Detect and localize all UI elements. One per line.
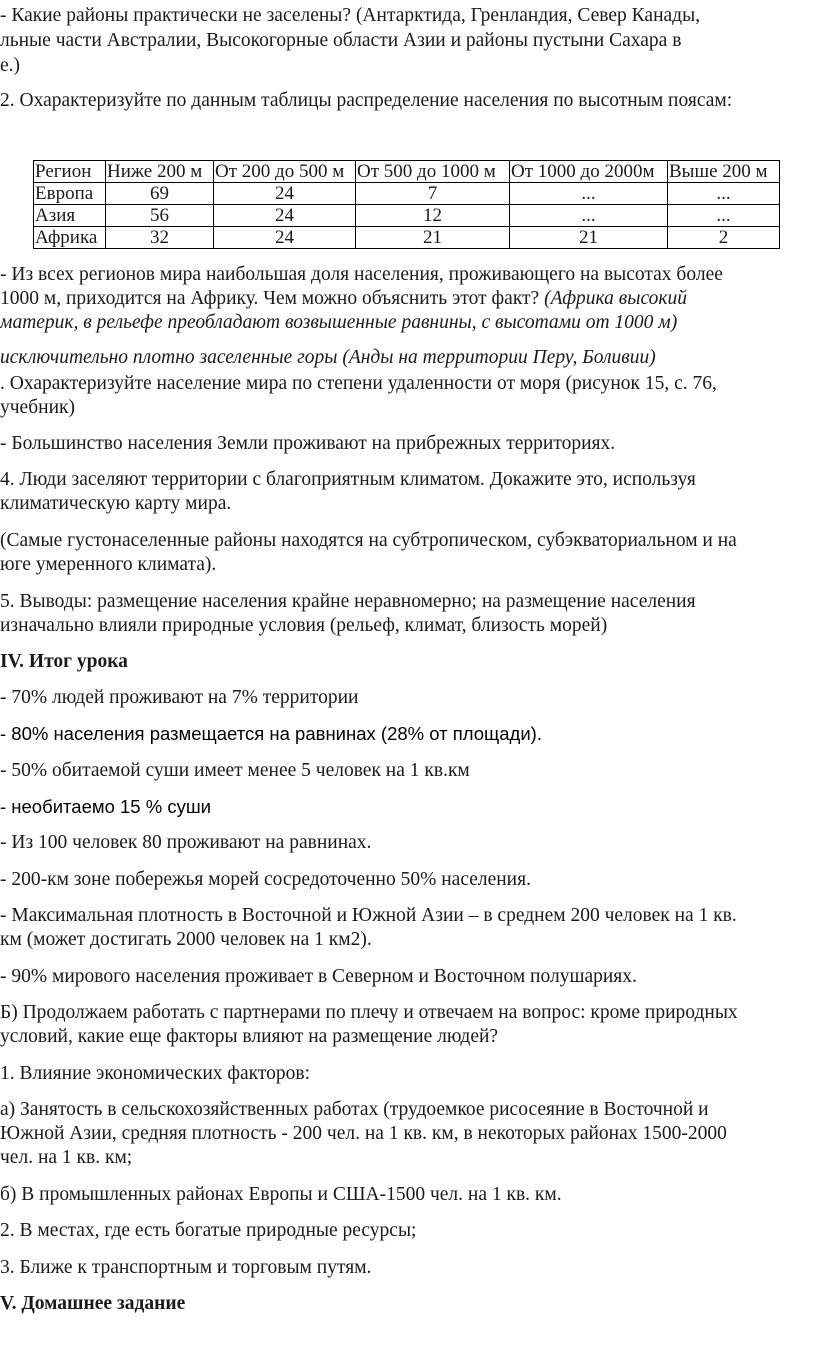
table-row	[34, 227, 780, 249]
table-header: Выше 200 м	[668, 161, 780, 183]
table-cell: ...	[668, 205, 780, 227]
table-header: Регион	[34, 161, 106, 183]
table-header: От 500 до 1000 м	[356, 161, 510, 183]
table-cell-region: Африка	[34, 227, 106, 249]
altitude-population-table	[33, 160, 780, 249]
list-item: - Максимальная плотность в Восточной и Южной Азии – в среднем 200 человек на 1 кв.	[0, 905, 737, 926]
text-line: 4. Люди заселяют территории с благоприятным климатом. Докажите это, используя	[0, 469, 696, 490]
list-item: - 200-км зоне побережья морей сосредоточенно 50% населения.	[0, 869, 531, 890]
africa-answer: (Африка высокий	[544, 288, 688, 309]
section-heading: IV. Итог урока	[0, 651, 128, 672]
list-item: - 50% обитаемой суши имеет менее 5 человек на 1 кв.км	[0, 760, 470, 781]
table-header-row	[34, 161, 780, 183]
list-item: - 80% населения размещается на равнинах (28% от площади).	[0, 723, 542, 744]
table-cell: 24	[214, 183, 356, 205]
text-line: 5. Выводы: размещение населения крайне неравномерно; на размещение населения	[0, 591, 696, 612]
text-line: (Самые густонаселенные районы находятся на субтропическом, субэкваториальном и на	[0, 530, 737, 551]
table-cell: 24	[214, 227, 356, 249]
table-row	[34, 205, 780, 227]
table-cell: 69	[106, 183, 214, 205]
table-header: От 1000 до 2000м	[510, 161, 668, 183]
text-line: е.)	[0, 55, 21, 76]
question-2: 2. Охарактеризуйте по данным таблицы распределение населения по высотным поясам:	[0, 90, 733, 111]
table-cell: ...	[668, 183, 780, 205]
text-line: исключительно плотно заселенные горы (Анды на территории Перу, Боливии)	[0, 347, 656, 368]
text-line: юге умеренного климата).	[0, 554, 217, 575]
africa-question: 1000 м, приходится на Африку. Чем можно объяснить этот факт?	[0, 288, 540, 309]
table-cell: 21	[510, 227, 668, 249]
section-heading: V. Домашнее задание	[0, 1293, 186, 1314]
text-line: материк, в рельефе преобладают возвышенные равнины, с высотами от 1000 м)	[0, 312, 678, 333]
text-line	[0, 287, 687, 311]
text-line: - Большинство населения Земли проживают на прибрежных территориях.	[0, 433, 616, 454]
table-cell: ...	[510, 183, 668, 205]
text-line: а) Занятость в сельскохозяйственных работах (трудоемкое рисосеяние в Восточной и	[0, 1099, 709, 1120]
table-cell: 2	[668, 227, 780, 249]
text-line: Южной Азии, средняя плотность - 200 чел. на 1 кв. км, в некоторых районах 1500-2000	[0, 1123, 727, 1144]
text-line: 3. Ближе к транспортным и торговым путям.	[0, 1257, 372, 1278]
table-cell: 7	[356, 183, 510, 205]
list-item: - необитаемо 15 % суши	[0, 796, 211, 817]
text-line: учебник)	[0, 397, 75, 418]
text-line: Б) Продолжаем работать с партнерами по плечу и отвечаем на вопрос: кроме природных	[0, 1002, 738, 1023]
list-item: - 70% людей проживают на 7% территории	[0, 687, 359, 708]
text-line: 1. Влияние экономических факторов:	[0, 1063, 311, 1084]
table-cell: 32	[106, 227, 214, 249]
list-item: - Из 100 человек 80 проживают на равнинах.	[0, 832, 372, 853]
table-header: От 200 до 500 м	[214, 161, 356, 183]
text-line: климатическую карту мира.	[0, 493, 232, 514]
table-row	[34, 183, 780, 205]
text-line: - Из всех регионов мира наибольшая доля населения, проживающего на высотах более	[0, 264, 723, 285]
table-header: Ниже 200 м	[106, 161, 214, 183]
table-cell: 21	[356, 227, 510, 249]
table-cell-region: Европа	[34, 183, 106, 205]
text-line: 2. В местах, где есть богатые природные ресурсы;	[0, 1220, 417, 1241]
text-line: условий, какие еще факторы влияют на размещение людей?	[0, 1026, 499, 1047]
table-cell: 24	[214, 205, 356, 227]
text-line: льные части Австралии, Высокогорные области Азии и районы пустыни Сахара в	[0, 30, 682, 51]
table-cell: ...	[510, 205, 668, 227]
list-item: - 90% мирового населения проживает в Северном и Восточном полушариях.	[0, 966, 637, 987]
text-line: чел. на 1 кв. км;	[0, 1147, 133, 1168]
table-cell-region: Азия	[34, 205, 106, 227]
text-line: изначально влияли природные условия (рельеф, климат, близость морей)	[0, 615, 608, 636]
text-line: б) В промышленных районах Европы и США-1500 чел. на 1 кв. км.	[0, 1184, 562, 1205]
text-line: . Охарактеризуйте население мира по степени удаленности от моря (рисунок 15, с. 76,	[0, 373, 717, 394]
table-cell: 12	[356, 205, 510, 227]
table-cell: 56	[106, 205, 214, 227]
list-item: км (может достигать 2000 человек на 1 км2).	[0, 929, 372, 950]
text-line: - Какие районы практически не заселены? (Антарктида, Гренландия, Север Канады,	[0, 5, 701, 26]
